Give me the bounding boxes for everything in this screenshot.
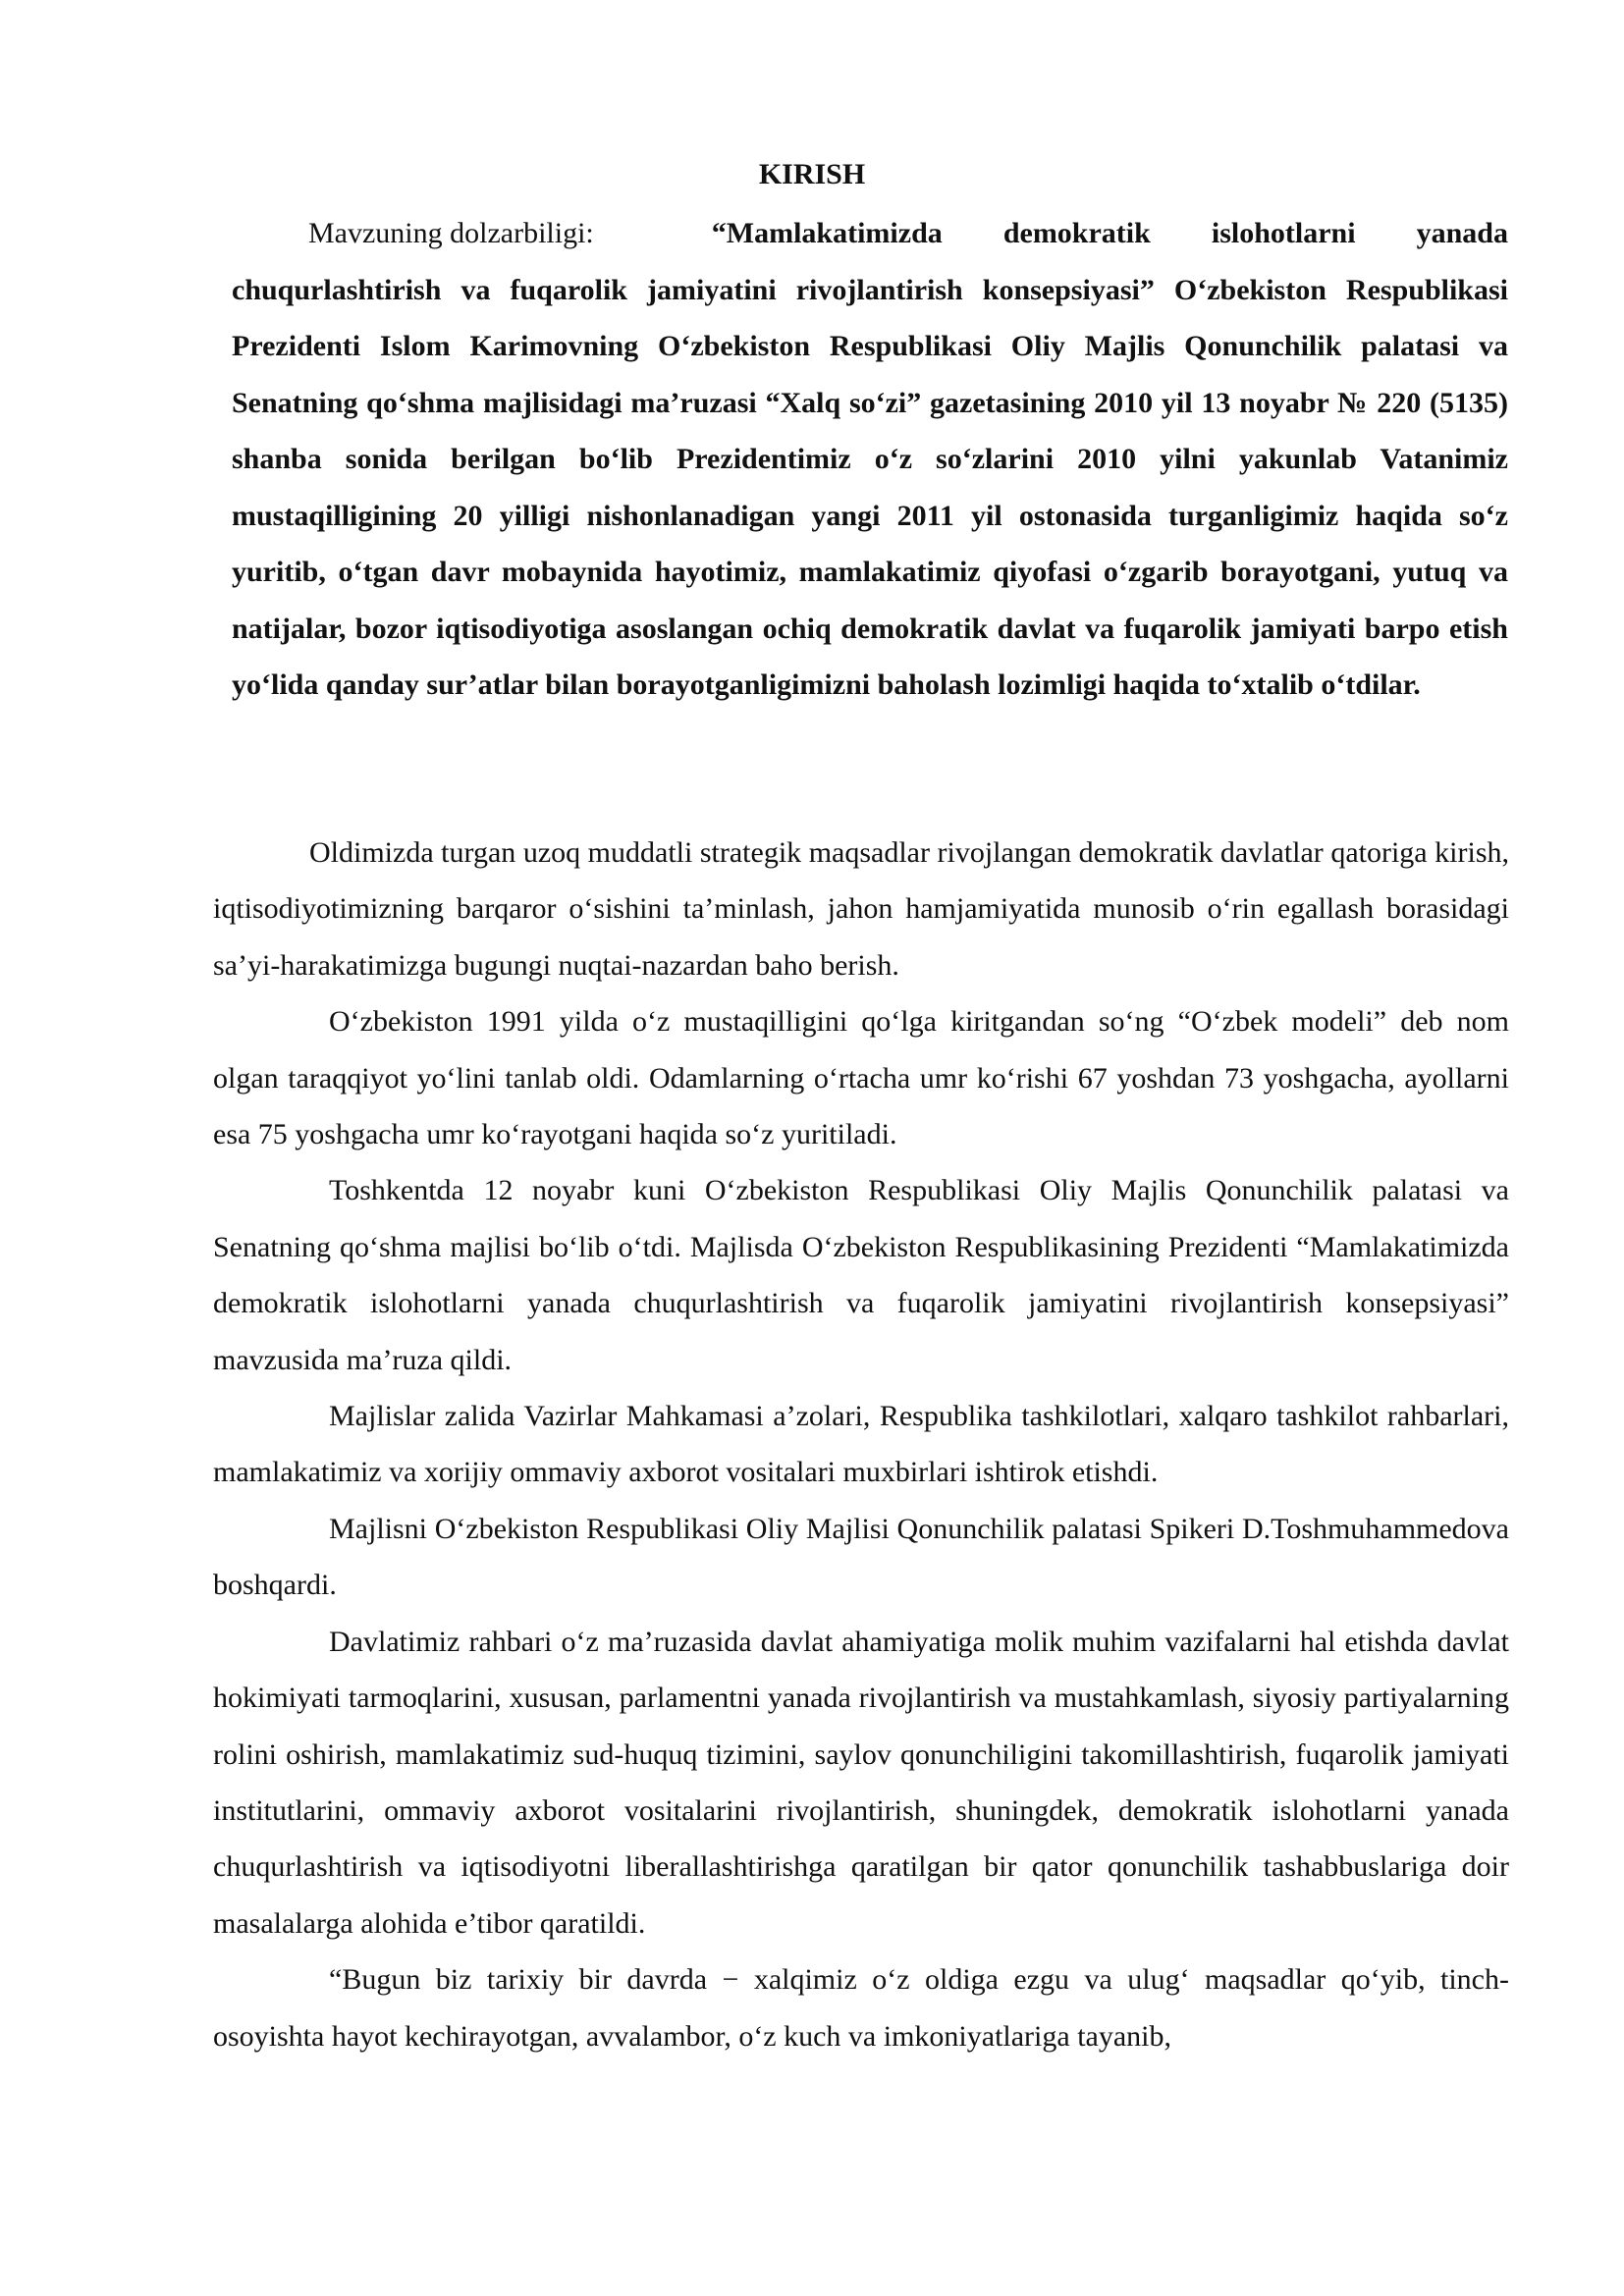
intro-paragraph — [232, 205, 1508, 714]
paragraph-5: Majlisni O‘zbekiston Respublikasi Oliy Majlisi Qonunchilik palatasi Spikeri D.Toshmuhammedova boshqardi. — [213, 1512, 1509, 1602]
document-title: KIRISH — [758, 158, 866, 190]
paragraph-2: O‘zbekiston 1991 yilda o‘z mustaqilligini qo‘lga kiritgandan so‘ng “O‘zbek modeli” deb nom olgan taraqqiyot yo‘lini tanlab oldi. Odamlarning o‘rtacha umr ko‘rishi 67 yoshdan 73 yoshgacha, ayollarni esa 75 yoshgacha umr ko‘rayotgani haqida so‘z yuritiladi. — [213, 1005, 1509, 1151]
paragraph-1: Oldimizda turgan uzoq muddatli strategik maqsadlar rivojlangan demokratik davlatlar qatoriga kirish, iqtisodiyotimizning barqaror o‘sishini ta’minlash, jahon hamjamiyatida munosib o‘rin egallash borasidagi sa’yi-harakatimizga bugungi nuqtai-nazardan baho berish. — [213, 836, 1509, 982]
paragraph-6: Davlatimiz rahbari o‘z ma’ruzasida davlat ahamiyatiga molik muhim vazifalarni hal etishda davlat hokimiyati tarmoqlarini, xususan, parlamentni yanada rivojlantirish va mustahkamlash, siyosiy partiyalarning rolini oshirish, mamlakatimiz sud-huquq tizimini, saylov qonunchiligini takomillashtirish, fuqarolik jamiyati institutlarini, ommaviy axborot vositalarini rivojlantirish, shuningdek, demokratik islohotlarni yanada chuqurlashtirish va iqtisodiyotni liberallashtirishga qaratilgan bir qator qonunchilik tashabbuslariga doir masalalarga alohida e’tibor qaratildi. — [213, 1625, 1509, 1940]
paragraph-7: “Bugun biz tarixiy bir davrda − xalqimiz o‘z oldiga ezgu va ulug‘ maqsadlar qo‘yib, tinch-osoyishta hayot kechirayotgan, avvalambor, o‘z kuch va imkoniyatlariga tayanib, — [213, 1963, 1509, 2053]
intro-bold-text: “Mamlakatimizda demokratik islohotlarni yanada chuqurlashtirish va fuqarolik jamiyatini rivojlantirish konsepsiyasi” O‘zbekiston Respublikasi Prezidenti Islom Karimovning O‘zbekiston Respublikasi Oliy Majlis Qonunchilik palatasi va Senatning qo‘shma majlisidagi ma’ruzasi “Xalq so‘zi” gazetasining 2010 yil 13 noyabr № 220 (5135) shanba sonida berilgan bo‘lib Prezidentimiz o‘z so‘zlarini 2010 yilni yakunlab Vatanimiz mustaqilligining 20 yilligi nishonlanadigan yangi 2011 yil ostonasida turganligimiz haqida so‘z yuritib, o‘tgan davr mobaynida hayotimiz, mamlakatimiz qiyofasi o‘zgarib borayotgani, yutuq va natijalar, bozor iqtisodiyotiga asoslangan ochiq demokratik davlat va fuqarolik jamiyati barpo etish yo‘lida qanday sur’atlar bilan borayotganligimizni baholash lozimligi haqida to‘xtalib o‘tdilar. — [232, 217, 1508, 701]
paragraph-3: Toshkentda 12 noyabr kuni O‘zbekiston Respublikasi Oliy Majlis Qonunchilik palatasi va Senatning qo‘shma majlisi bo‘lib o‘tdi. Majlisda O‘zbekiston Respublikasining Prezidenti “Mamlakatimizda demokratik islohotlarni yanada chuqurlashtirish va fuqarolik jamiyatini rivojlantirish konsepsiyasi” mavzusida ma’ruza qildi. — [213, 1174, 1509, 1376]
paragraph-4: Majlislar zalida Vazirlar Mahkamasi a’zolari, Respublika tashkilotlari, xalqaro tashkilot rahbarlari, mamlakatimiz va xorijiy ommaviy axborot vositalari muxbirlari ishtirok etishdi. — [213, 1400, 1509, 1489]
body-text — [213, 825, 1509, 2064]
intro-lead-label: Mavzuning dolzarbiligi: — [308, 217, 594, 249]
